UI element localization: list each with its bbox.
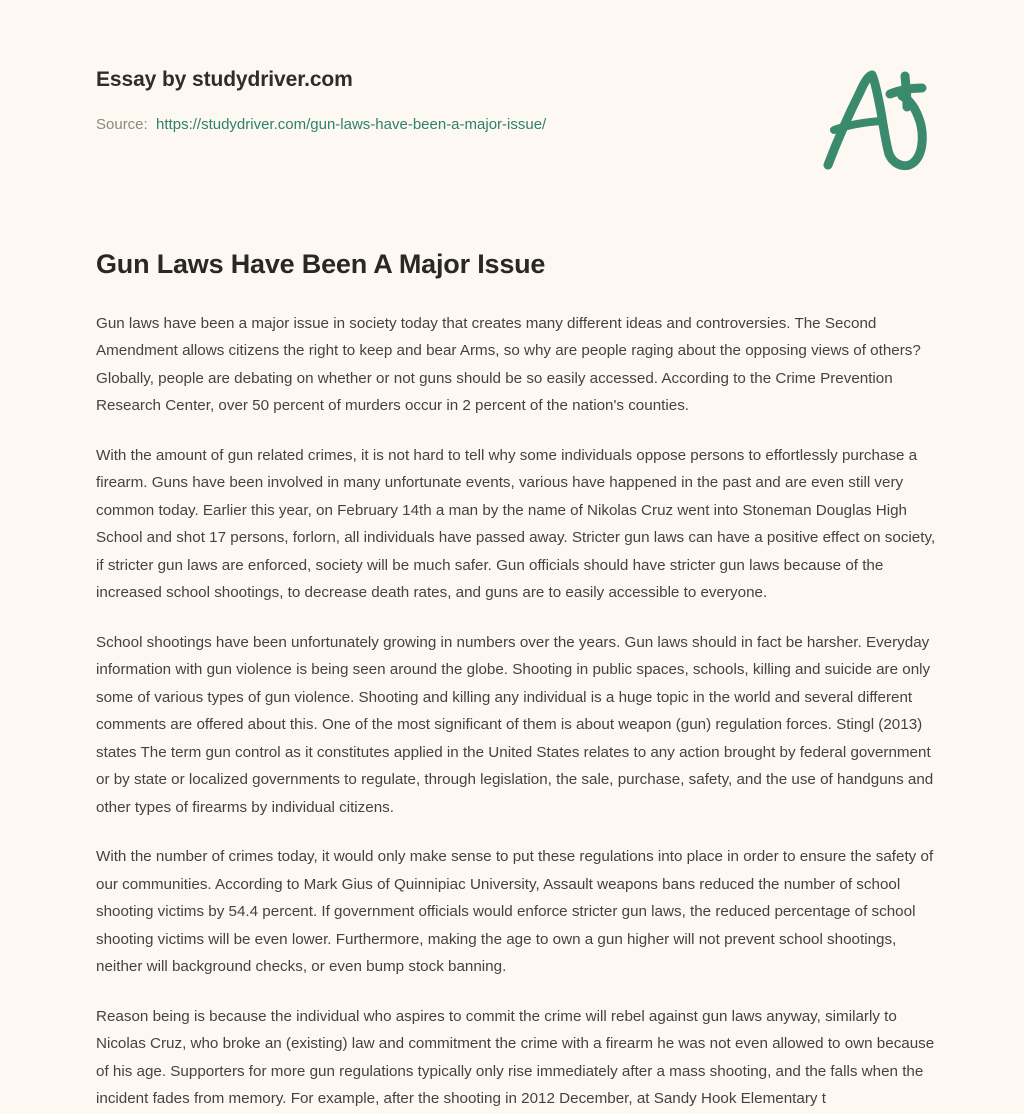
article-paragraph: Reason being is because the individual who aspires to commit the crime will rebel against gun laws anyway, similarly to Nicolas Cruz, who broke an (existing) law and commitment the crime with a firearm he was not even allowed to own because of his age. Supporters for more gun regulations typically only rise immediately after a mass shooting, and the falls when the incident fades from memory. For example, after the shooting in 2012 December, at Sandy Hook Elementary t [96, 1007, 935, 1108]
article-paragraph: With the number of crimes today, it would only make sense to put these regulations into place in order to ensure the safety of our communities. According to Mark Gius of Quinnipiac University, Assault weapons bans reduced the number of school shooting victims by 54.4 percent. If government officials would enforce stricter gun laws, the reduced percentage of school shooting victims will be even lower. Furthermore, making the age to own a gun higher will not prevent school shootings, neither will background checks, or even bump stock banning. [96, 848, 934, 976]
article-paragraph: With the amount of gun related crimes, it is not hard to tell why some individuals oppose persons to effortlessly purchase a firearm. Guns have been involved in many unfortunate events, various have happened in the past and are even still very common today. Earlier this year, on February 14th a man by the name of Nikolas Cruz went into Stoneman Douglas High School and shot 17 persons, forlorn, all individuals have passed away. Stricter gun laws can have a positive effect on society, if stricter gun laws are enforced, society will be much safer. Gun officials should have stricter gun laws because of the increased school shootings, to decrease death rates, and guns are to easily accessible to everyone. [96, 446, 936, 602]
article [96, 248, 936, 1113]
source-label: Source: [96, 116, 148, 133]
source-url-link[interactable]: https://studydriver.com/gun-laws-have-been-a-major-issue/ [156, 116, 547, 133]
article-body [96, 310, 936, 1113]
source-line [96, 116, 546, 133]
a-plus-logo-svg [812, 62, 934, 180]
article-paragraph: School shootings have been unfortunately growing in numbers over the years. Gun laws should in fact be harsher. Everyday information with gun violence is being seen around the globe. Shooting in public spaces, schools, killing and suicide are only some of various types of gun violence. Shooting and killing any individual is a huge topic in the world and several different comments are offered about this. One of the most significant of them is about weapon (gun) regulation forces. Stingl (2013) states The term gun control as it constitutes applied in the United States relates to any action brought by federal government or by state or localized governments to regulate, through legislation, the sale, purchase, safety, and the use of handguns and other types of firearms by individual citizens. [96, 633, 934, 816]
page-header [0, 0, 1024, 200]
byline: Essay by studydriver.com [96, 68, 353, 91]
page-title: Gun Laws Have Been A Major Issue [96, 249, 546, 279]
studydriver-a-plus-logo-icon [812, 62, 934, 180]
article-paragraph: Gun laws have been a major issue in society today that creates many different ideas and controversies. The Second Amendment allows citizens the right to keep and bear Arms, so why are people raging about the opposing views of others? Globally, people are debating on whether or not guns should be so easily accessed. According to the Crime Prevention Research Center, over 50 percent of murders occur in 2 percent of the nation's counties. [96, 314, 921, 415]
